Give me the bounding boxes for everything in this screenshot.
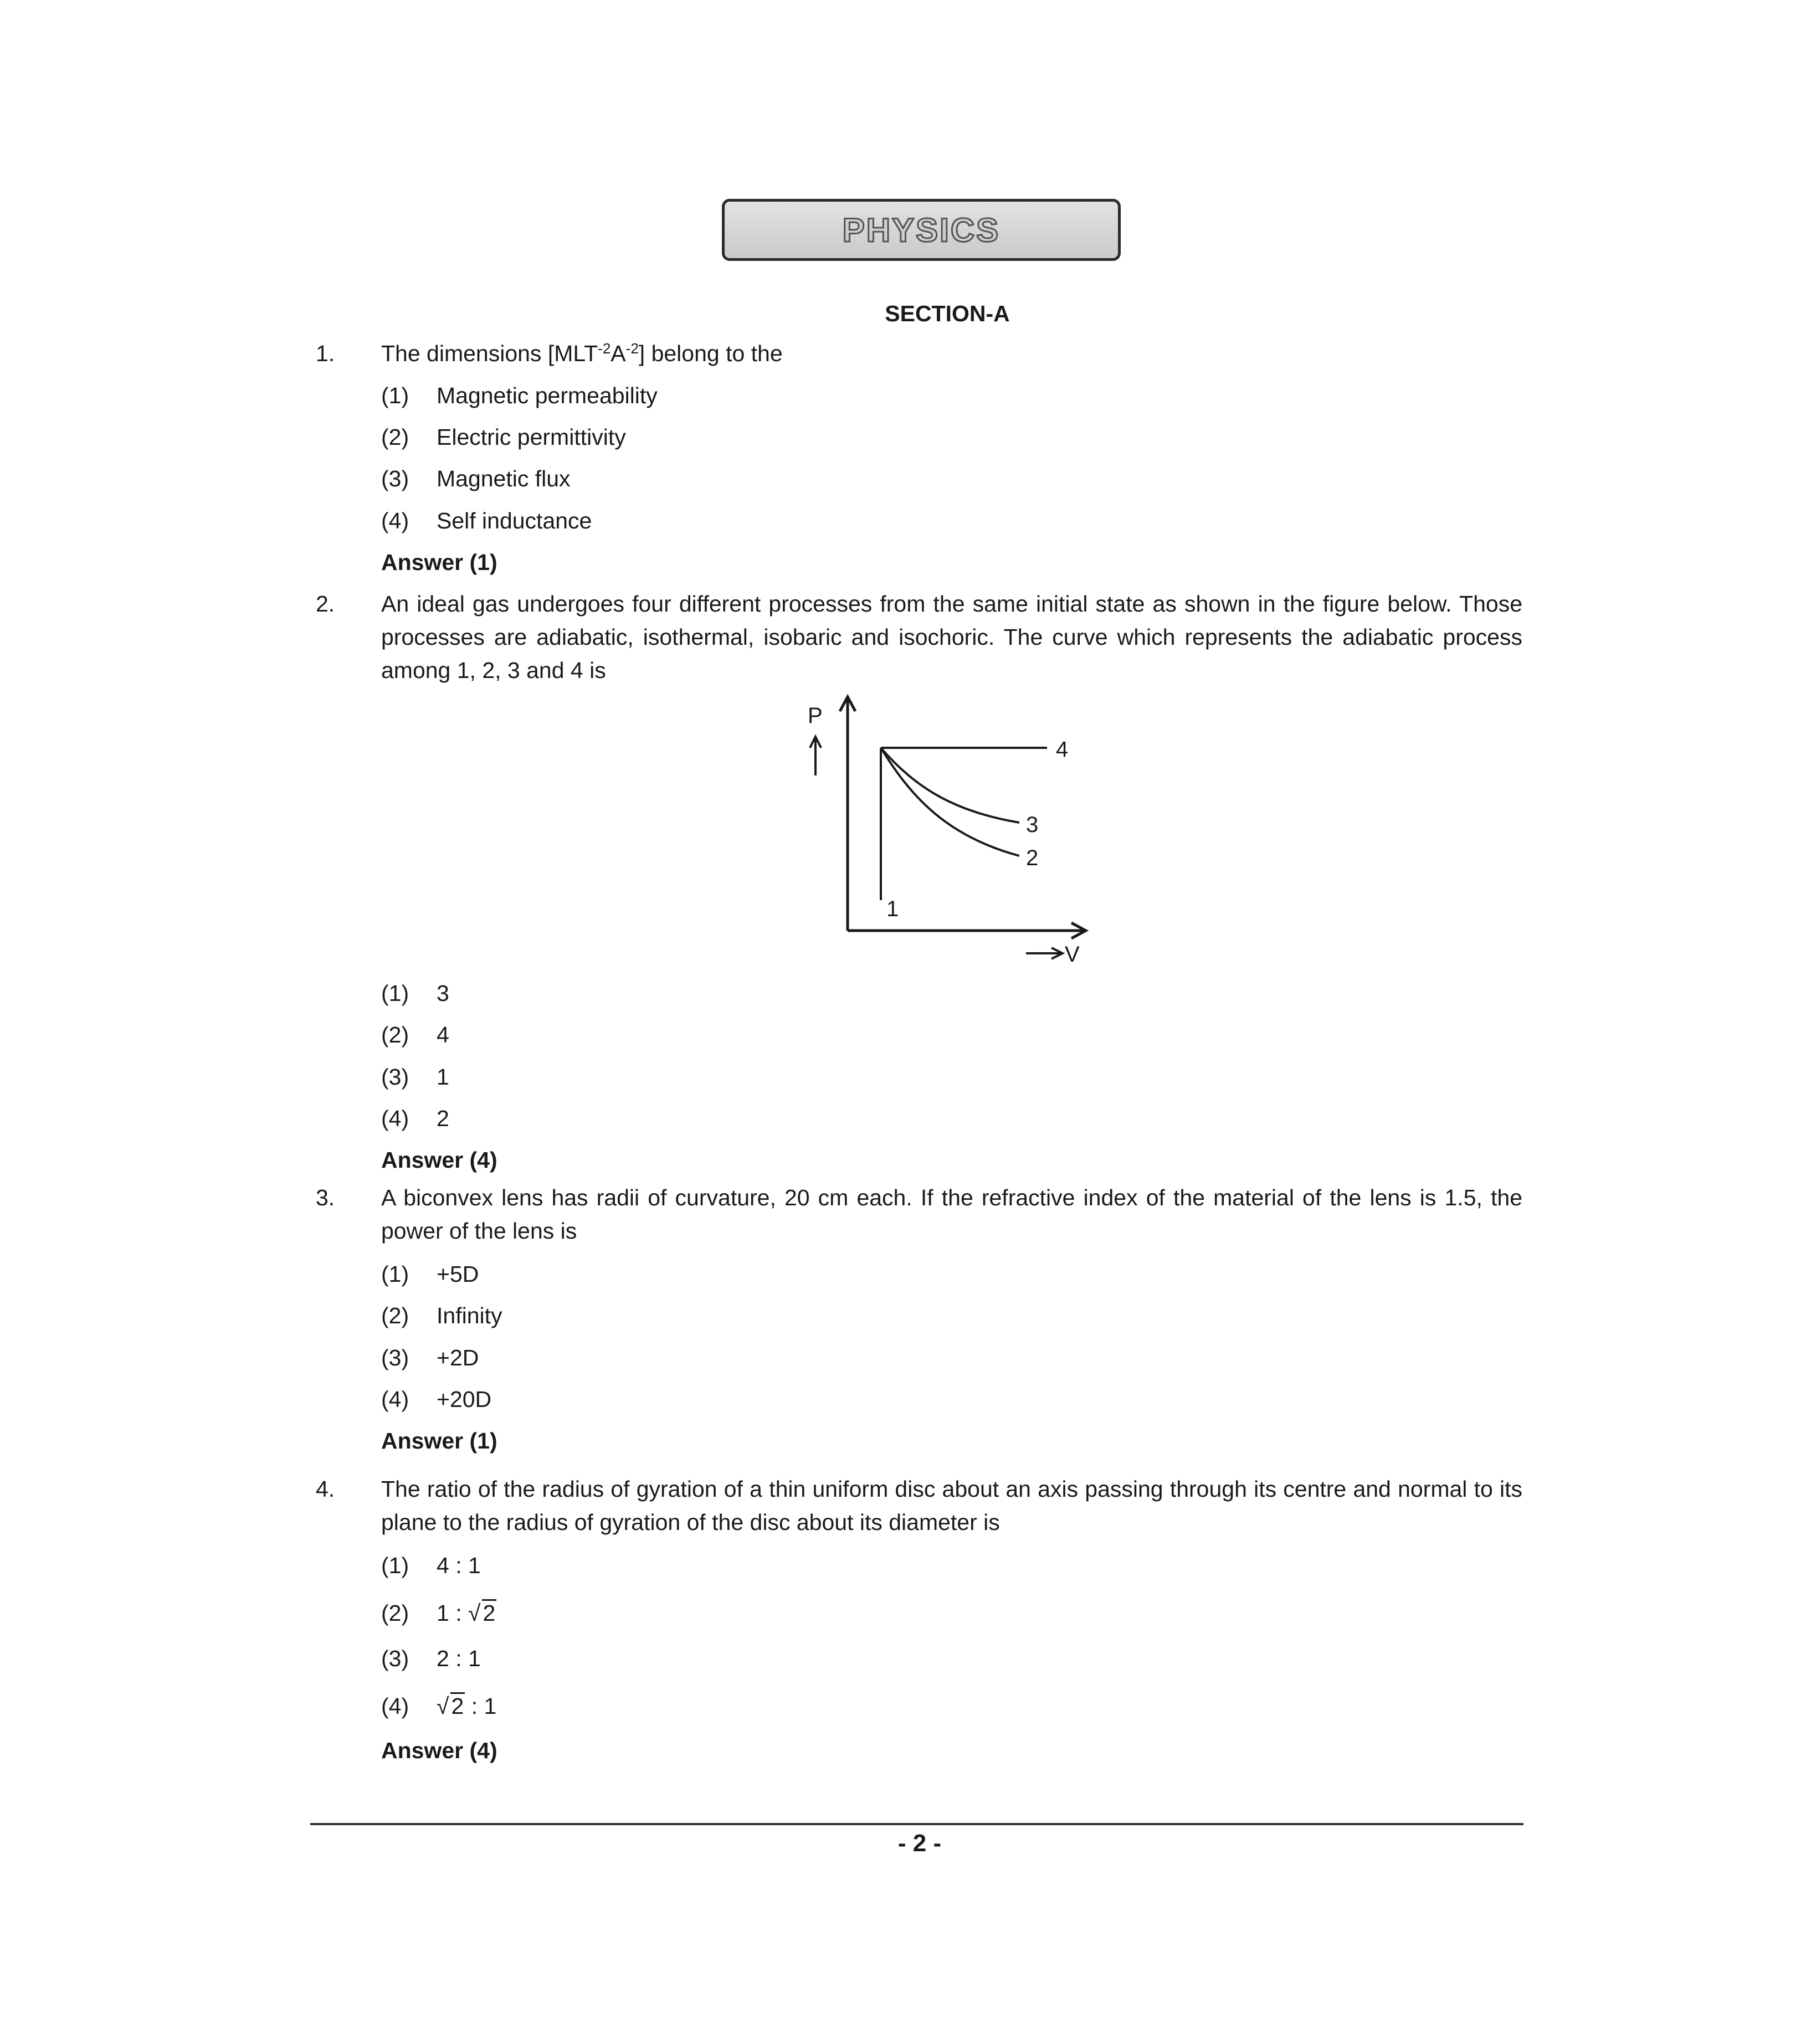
- option-number: (2): [381, 424, 409, 450]
- question-1-option-4: [381, 504, 592, 537]
- pv-curve-label-1: 1: [886, 897, 899, 921]
- option-number: (2): [381, 1600, 409, 1626]
- option-number: (4): [381, 1386, 409, 1412]
- question-4-option-4: [381, 1689, 496, 1723]
- question-3-option-2: [381, 1299, 502, 1332]
- radicand: 2: [451, 1693, 464, 1719]
- question-1-number: 1.: [316, 341, 335, 366]
- option-text: √2 : 1: [437, 1693, 497, 1719]
- option-text: 1 : √2: [437, 1600, 496, 1626]
- option-number: (4): [381, 508, 409, 533]
- question-1-answer: Answer (1): [381, 549, 497, 575]
- option-text: Magnetic flux: [437, 466, 571, 491]
- section-title: SECTION-A: [885, 301, 1010, 326]
- option-text: 3: [437, 980, 449, 1006]
- option-text: 4 : 1: [437, 1553, 481, 1578]
- option-number: (4): [381, 1693, 409, 1719]
- option-number: (1): [381, 383, 409, 408]
- question-2-option-3: [381, 1060, 449, 1093]
- question-1-option-3: [381, 462, 571, 495]
- option-number: (1): [381, 1261, 409, 1287]
- question-1-text-part: A: [610, 341, 626, 366]
- question-2-answer: Answer (4): [381, 1147, 497, 1173]
- question-3-option-3: [381, 1341, 479, 1374]
- option-text: Electric permittivity: [437, 424, 626, 450]
- question-1-option-2: [381, 420, 626, 454]
- pv-diagram: [787, 687, 1119, 964]
- pv-y-label: P: [808, 703, 823, 728]
- question-4-answer: Answer (4): [381, 1738, 497, 1763]
- question-3-option-4: [381, 1383, 491, 1416]
- question-4-option-3: [381, 1642, 481, 1675]
- radicand: 2: [483, 1600, 496, 1626]
- question-4-text: The ratio of the radius of gyration of a thin uniform disc about an axis passing through its centre and normal to its plane to the radius of gyration of the disc about its diameter is: [381, 1476, 1522, 1535]
- pv-curve-label-3: 3: [1026, 813, 1039, 837]
- question-2-option-2: [381, 1018, 449, 1051]
- option-text: Infinity: [437, 1303, 502, 1328]
- question-1-text-part: ] belong to the: [638, 341, 783, 366]
- ratio-suffix: : 1: [465, 1693, 497, 1719]
- option-text: 4: [437, 1022, 449, 1047]
- question-1-text-part: The dimensions [MLT: [381, 341, 598, 366]
- pv-curve-label-4: 4: [1056, 737, 1069, 762]
- question-1-text: [381, 337, 783, 370]
- question-2-option-1: [381, 977, 449, 1010]
- footer-divider: [310, 1823, 1523, 1825]
- option-text: +5D: [437, 1261, 479, 1287]
- subject-header: [722, 199, 1121, 261]
- question-3-option-1: [381, 1257, 479, 1291]
- option-number: (2): [381, 1303, 409, 1328]
- question-3-text: A biconvex lens has radii of curvature, 20 cm each. If the refractive index of the material of the lens is 1.5, the power of the lens is: [381, 1185, 1522, 1244]
- option-number: (1): [381, 1553, 409, 1578]
- question-2-option-4: [381, 1102, 449, 1135]
- ratio-prefix: 1 :: [437, 1600, 468, 1626]
- question-4-number: 4.: [316, 1476, 335, 1502]
- option-number: (3): [381, 1064, 409, 1090]
- option-text: 1: [437, 1064, 449, 1090]
- option-text: 2 : 1: [437, 1646, 481, 1671]
- option-number: (3): [381, 1345, 409, 1370]
- pv-x-label: V: [1065, 942, 1080, 964]
- pv-curve-3: [881, 748, 1019, 823]
- pv-curve-label-2: 2: [1026, 846, 1039, 870]
- question-1-option-1: [381, 379, 658, 412]
- question-1-exponent: -2: [625, 340, 639, 357]
- question-3-number: 3.: [316, 1185, 335, 1210]
- question-2-text: An ideal gas undergoes four different processes from the same initial state as shown in the figure below. Those processes are adiabatic, isothermal, isobaric and isochoric. The curve which represents the adiabatic process among 1, 2, 3 and 4 is: [381, 591, 1522, 683]
- option-number: (3): [381, 1646, 409, 1671]
- option-number: (3): [381, 466, 409, 491]
- question-3-answer: Answer (1): [381, 1428, 497, 1454]
- option-number: (2): [381, 1022, 409, 1047]
- question-2-number: 2.: [316, 591, 335, 617]
- option-number: (1): [381, 980, 409, 1006]
- option-text: 2: [437, 1106, 449, 1131]
- page-number: - 2 -: [897, 1830, 942, 1857]
- option-text: Self inductance: [437, 508, 592, 533]
- option-text: Magnetic permeability: [437, 383, 658, 408]
- question-1-exponent: -2: [598, 340, 611, 357]
- question-4-option-2: [381, 1596, 496, 1630]
- option-text: +2D: [437, 1345, 479, 1370]
- option-text: +20D: [437, 1386, 492, 1412]
- subject-title: PHYSICS: [842, 211, 1001, 249]
- question-4-option-1: [381, 1549, 481, 1582]
- option-number: (4): [381, 1106, 409, 1131]
